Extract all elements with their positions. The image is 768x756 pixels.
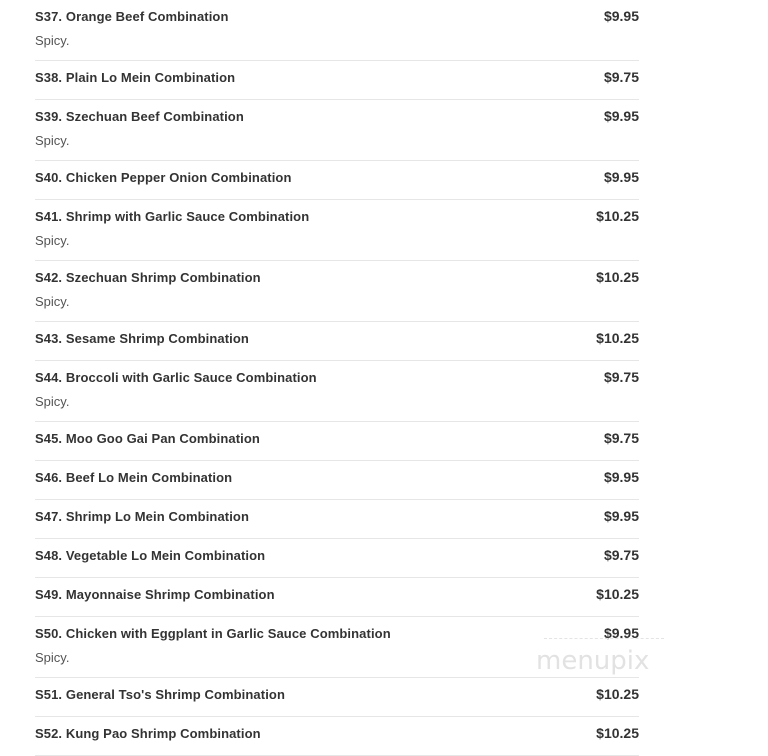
item-name: S41. Shrimp with Garlic Sauce Combination — [35, 209, 310, 224]
item-description: Spicy. — [35, 133, 70, 148]
menu-item[interactable] — [35, 200, 639, 261]
item-price: $9.95 — [603, 8, 639, 24]
item-price: $10.25 — [596, 330, 639, 346]
menu-item[interactable] — [35, 678, 639, 717]
menu-item[interactable] — [35, 539, 639, 578]
menu-item[interactable] — [35, 578, 639, 617]
menu-item[interactable] — [35, 61, 639, 100]
item-name: S40. Chicken Pepper Onion Combination — [35, 170, 292, 185]
item-name: S37. Orange Beef Combination — [35, 9, 229, 24]
item-price: $9.75 — [603, 369, 639, 385]
menu-item[interactable] — [35, 261, 639, 322]
item-price: $9.95 — [603, 625, 639, 641]
item-name: S51. General Tso's Shrimp Combination — [35, 687, 285, 702]
item-name: S42. Szechuan Shrimp Combination — [35, 270, 261, 285]
item-price: $9.75 — [603, 69, 639, 85]
item-name: S52. Kung Pao Shrimp Combination — [35, 726, 261, 741]
item-price: $9.95 — [603, 469, 639, 485]
item-price: $9.75 — [603, 547, 639, 563]
item-price: $10.25 — [596, 586, 639, 602]
menu-item[interactable] — [35, 361, 639, 422]
item-name: S39. Szechuan Beef Combination — [35, 109, 244, 124]
item-name: S44. Broccoli with Garlic Sauce Combination — [35, 370, 317, 385]
watermark-rule — [544, 638, 664, 639]
item-price: $9.95 — [603, 508, 639, 524]
item-name: S43. Sesame Shrimp Combination — [35, 331, 249, 346]
menu-item[interactable] — [35, 717, 639, 756]
menu-item[interactable] — [35, 161, 639, 200]
item-name: S45. Moo Goo Gai Pan Combination — [35, 431, 260, 446]
item-price: $9.75 — [603, 430, 639, 446]
item-name: S47. Shrimp Lo Mein Combination — [35, 509, 250, 524]
menu-item[interactable] — [35, 461, 639, 500]
item-price: $10.25 — [596, 725, 639, 741]
item-price: $9.95 — [603, 169, 639, 185]
menu-item[interactable] — [35, 500, 639, 539]
menu-item[interactable] — [35, 322, 639, 361]
item-name: S46. Beef Lo Mein Combination — [35, 470, 233, 485]
item-description: Spicy. — [35, 394, 70, 409]
menu-item[interactable] — [35, 422, 639, 461]
item-description: Spicy. — [35, 294, 70, 309]
item-price: $10.25 — [596, 686, 639, 702]
watermark-logo: menupix — [536, 646, 650, 676]
item-name: S49. Mayonnaise Shrimp Combination — [35, 587, 275, 602]
item-price: $9.95 — [603, 108, 639, 124]
item-price: $10.25 — [596, 269, 639, 285]
menu-item[interactable] — [35, 100, 639, 161]
menu-item[interactable] — [35, 0, 639, 61]
item-description: Spicy. — [35, 233, 70, 248]
item-description: Spicy. — [35, 650, 70, 665]
menupix-watermark — [536, 636, 664, 680]
item-name: S50. Chicken with Eggplant in Garlic Sauce Combination — [35, 626, 391, 641]
item-name: S48. Vegetable Lo Mein Combination — [35, 548, 266, 563]
item-name: S38. Plain Lo Mein Combination — [35, 70, 236, 85]
item-price: $10.25 — [596, 208, 639, 224]
item-description: Spicy. — [35, 33, 70, 48]
